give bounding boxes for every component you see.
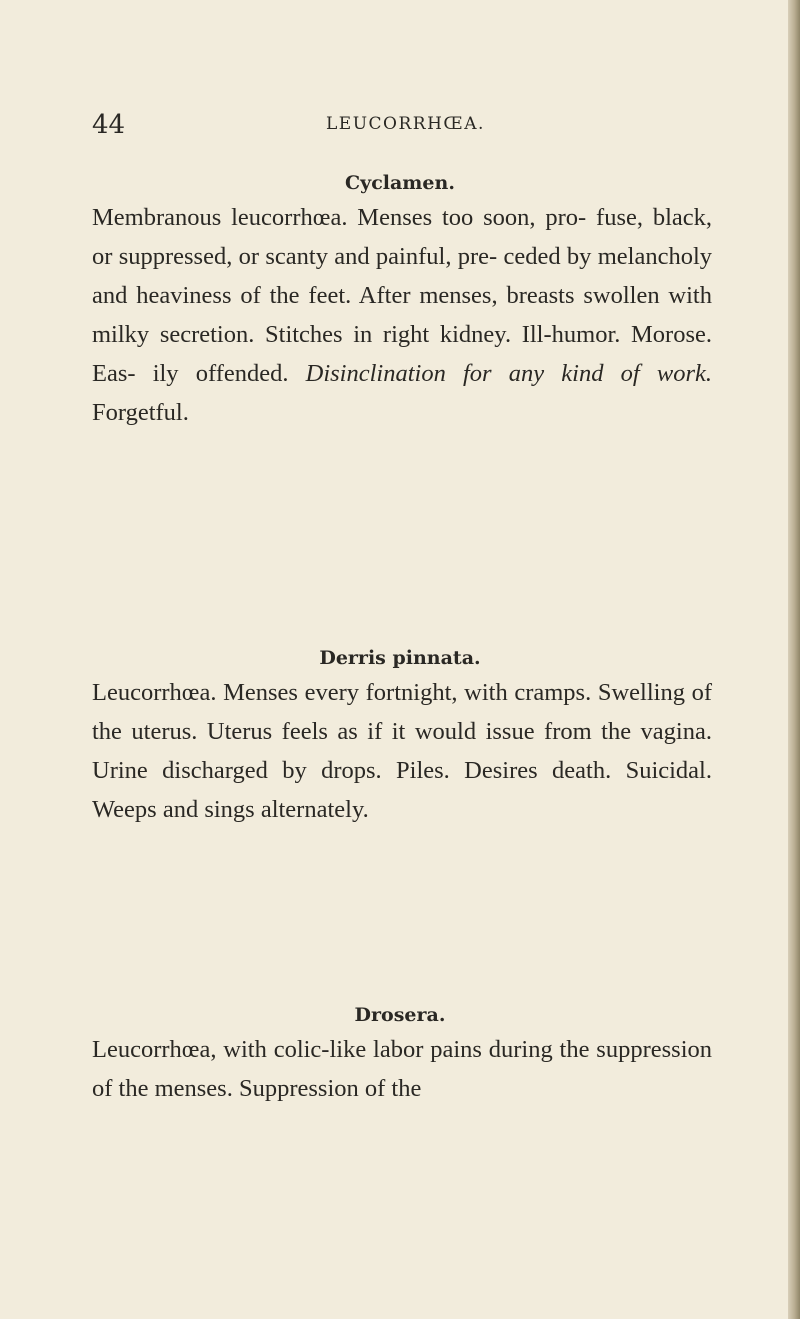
entry-text-cyclamen-part2: Forgetful. xyxy=(92,399,189,426)
entry-title-drosera: Drosera. xyxy=(354,1004,446,1026)
running-title: LEUCORRHŒA. xyxy=(326,114,485,134)
entry-text-derris-pinnata: Leucorrhœa. Menses every fortnight, with cramps. Swelling of the uterus. Uterus feels as if it would issue from the vagina. Urine discharged by drops. Piles. Desires death. Suicidal. Weeps and sings alternately. xyxy=(92,679,712,823)
entry-text-drosera: Leucorrhœa, with colic-like labor pains during the suppression of the menses. Suppression of the xyxy=(92,1036,712,1102)
page-header xyxy=(92,110,712,150)
entry-text-cyclamen-italic: Disinclination for any kind of work. xyxy=(305,360,712,387)
entry-text-cyclamen-part1: Membranous leucorrhœa. Menses too soon, pro- fuse, black, or suppressed, or scanty and painful, pre- ceded by melancholy and heaviness of the feet. After menses, breasts swollen with milky secretion. Stitches in right kidney. Ill-humor. Morose. Eas- ily offended. xyxy=(92,204,712,387)
page-number: 44 xyxy=(92,110,126,140)
entry-title-cyclamen: Cyclamen. xyxy=(345,172,455,194)
entry-title-derris-pinnata: Derris pinnata. xyxy=(319,647,481,669)
entry-text-cyclamen xyxy=(92,198,712,432)
